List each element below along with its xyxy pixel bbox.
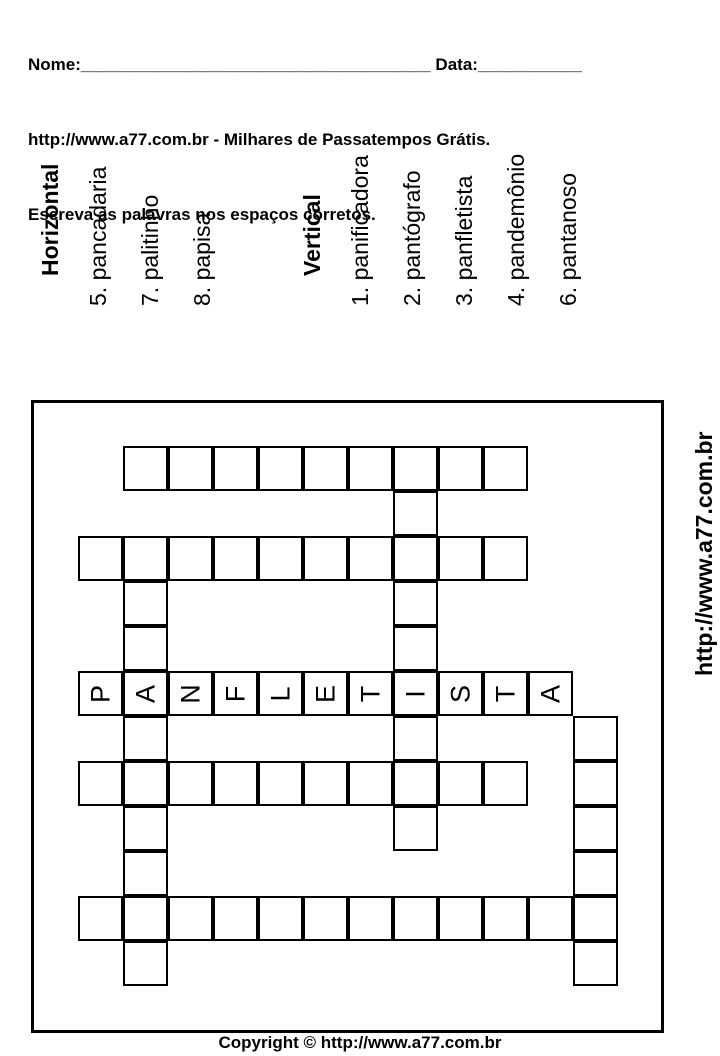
vertical-clue-2: 2. pantógrafo	[399, 170, 425, 306]
cell-letter: T	[490, 685, 520, 702]
horizontal-clue-5: 5. pancadaria	[85, 166, 111, 306]
cell-letter: E	[310, 684, 340, 703]
crossword-cell[interactable]	[573, 896, 618, 941]
crossword-cell[interactable]	[123, 671, 168, 716]
crossword-cell[interactable]	[123, 581, 168, 626]
crossword-cell[interactable]	[393, 446, 438, 491]
vertical-clue-4: 4. pandemônio	[503, 153, 529, 306]
crossword-cell[interactable]	[393, 806, 438, 851]
crossword-cell[interactable]	[393, 626, 438, 671]
vertical-clue-1: 1. panificadora	[347, 155, 373, 306]
crossword-cell[interactable]	[213, 896, 258, 941]
crossword-cell[interactable]	[123, 941, 168, 986]
crossword-cell[interactable]	[123, 806, 168, 851]
crossword-cell[interactable]	[123, 446, 168, 491]
crossword-cell[interactable]	[483, 671, 528, 716]
crossword-cell[interactable]	[123, 851, 168, 896]
crossword-cell[interactable]	[393, 896, 438, 941]
crossword-cell[interactable]	[168, 896, 213, 941]
crossword-cell[interactable]	[393, 671, 438, 716]
crossword-cell[interactable]	[393, 581, 438, 626]
cell-letter: A	[535, 684, 565, 703]
horizontal-clue-7: 7. palitinho	[137, 194, 163, 306]
crossword-cell[interactable]	[348, 896, 393, 941]
horizontal-clue-8: 8. papisa	[189, 212, 215, 306]
cell-letter: T	[355, 685, 385, 702]
crossword-cell[interactable]	[168, 446, 213, 491]
crossword-cell[interactable]	[483, 536, 528, 581]
cell-letter: N	[175, 683, 205, 704]
crossword-cell[interactable]	[213, 671, 258, 716]
crossword-cell[interactable]	[78, 536, 123, 581]
cell-letter: A	[130, 684, 160, 703]
crossword-cell[interactable]	[303, 536, 348, 581]
crossword-cell[interactable]	[303, 446, 348, 491]
crossword-cell[interactable]	[213, 536, 258, 581]
copyright-footer: Copyright © http://www.a77.com.br	[218, 1033, 502, 1052]
crossword-cell[interactable]	[393, 716, 438, 761]
crossword-cell[interactable]	[348, 446, 393, 491]
crossword-cell[interactable]	[528, 671, 573, 716]
crossword-cell[interactable]	[573, 716, 618, 761]
crossword-cell[interactable]	[438, 536, 483, 581]
crossword-cell[interactable]	[348, 536, 393, 581]
crossword-cell[interactable]	[573, 851, 618, 896]
vertical-heading: Vertical	[299, 194, 325, 276]
crossword-cell[interactable]	[573, 806, 618, 851]
crossword-cell[interactable]	[258, 671, 303, 716]
crossword-cell[interactable]	[438, 761, 483, 806]
crossword-cell[interactable]	[393, 761, 438, 806]
crossword-cell[interactable]	[78, 671, 123, 716]
crossword-cell[interactable]	[78, 761, 123, 806]
crossword-cell[interactable]	[123, 626, 168, 671]
side-site-url: http://www.a77.com.br	[691, 431, 717, 676]
crossword-cell[interactable]	[258, 896, 303, 941]
instructions: Escreva as palavras nos espaços corretos.	[28, 205, 376, 224]
crossword-cell[interactable]	[303, 761, 348, 806]
crossword-cell[interactable]	[303, 896, 348, 941]
crossword-cell[interactable]	[123, 536, 168, 581]
crossword-cell[interactable]	[573, 761, 618, 806]
crossword-cell[interactable]	[168, 671, 213, 716]
crossword-cell[interactable]	[123, 716, 168, 761]
cell-letter: I	[400, 689, 430, 698]
site-title: http://www.a77.com.br - Milhares de Passatempos Grátis.	[28, 130, 491, 149]
crossword-cell[interactable]	[483, 896, 528, 941]
crossword-cell[interactable]	[258, 536, 303, 581]
crossword-cell[interactable]	[168, 761, 213, 806]
crossword-cell[interactable]	[303, 671, 348, 716]
crossword-cell[interactable]	[483, 761, 528, 806]
crossword-cell[interactable]	[348, 761, 393, 806]
cell-letter: F	[220, 685, 250, 702]
crossword-cell[interactable]	[393, 536, 438, 581]
crossword-cell[interactable]	[213, 446, 258, 491]
crossword-cell[interactable]	[258, 761, 303, 806]
crossword-cell[interactable]	[483, 446, 528, 491]
vertical-clue-6: 6. pantanoso	[555, 172, 581, 306]
cell-letter: S	[445, 684, 475, 703]
crossword-cell[interactable]	[168, 536, 213, 581]
crossword-cell[interactable]	[123, 896, 168, 941]
crossword-cell[interactable]	[393, 491, 438, 536]
crossword-cell[interactable]	[438, 896, 483, 941]
horizontal-heading: Horizontal	[37, 163, 63, 276]
crossword-cell[interactable]	[528, 896, 573, 941]
crossword-cell[interactable]	[438, 671, 483, 716]
crossword-cell[interactable]	[258, 446, 303, 491]
crossword-cell[interactable]	[348, 671, 393, 716]
cell-letter: P	[85, 684, 115, 703]
cell-letter: L	[265, 685, 295, 702]
name-date-line: Nome:_____________________________________ Data:___________	[28, 55, 582, 74]
crossword-cell[interactable]	[123, 761, 168, 806]
crossword-cell[interactable]	[78, 896, 123, 941]
crossword-cell[interactable]	[438, 446, 483, 491]
crossword-cell[interactable]	[213, 761, 258, 806]
crossword-cell[interactable]	[573, 941, 618, 986]
vertical-clue-3: 3. panfletista	[451, 175, 477, 306]
